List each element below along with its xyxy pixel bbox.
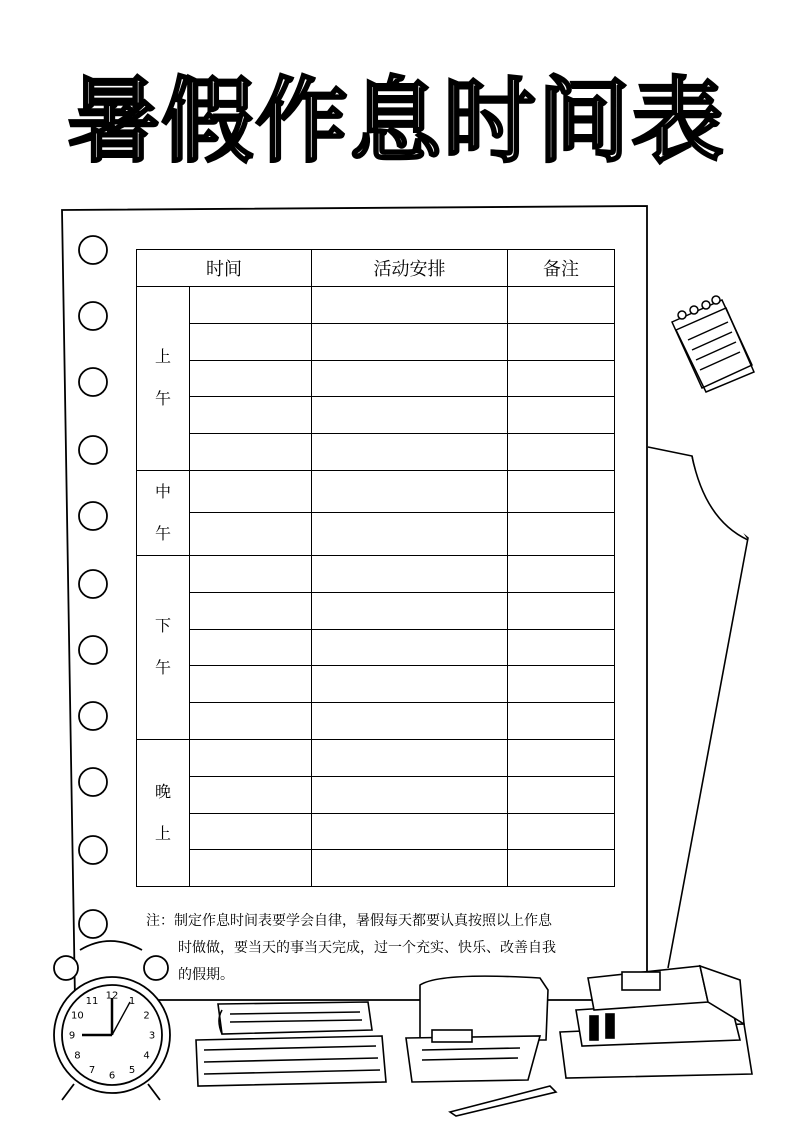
- period-evening: [137, 739, 190, 886]
- note-text: [146, 908, 616, 989]
- clock-numeral: 8: [74, 1050, 81, 1062]
- table-row: [137, 470, 615, 513]
- table-row: [137, 360, 615, 397]
- activity-cell[interactable]: [312, 592, 508, 629]
- table-row: [137, 739, 615, 776]
- time-cell[interactable]: [190, 703, 312, 740]
- table-row: [137, 776, 615, 813]
- remark-cell[interactable]: [508, 739, 615, 776]
- clock-numeral: 3: [148, 1030, 156, 1042]
- activity-cell[interactable]: [312, 287, 508, 324]
- time-cell[interactable]: [190, 360, 312, 397]
- clock-numeral: 11: [85, 995, 99, 1007]
- header-time: 时间: [137, 250, 312, 287]
- time-cell[interactable]: [190, 323, 312, 360]
- remark-cell[interactable]: [508, 776, 615, 813]
- remark-cell[interactable]: [508, 434, 615, 471]
- period-char: 午: [154, 523, 171, 543]
- header-remark: 备注: [508, 250, 615, 287]
- remark-cell[interactable]: [508, 813, 615, 850]
- time-cell[interactable]: [190, 629, 312, 666]
- remark-cell[interactable]: [508, 592, 615, 629]
- period-char: 午: [154, 658, 171, 678]
- activity-cell[interactable]: [312, 555, 508, 592]
- note-lead: 注：: [146, 913, 174, 929]
- page-title: 暑假作息时间表: [67, 68, 726, 175]
- schedule-table: [136, 249, 615, 887]
- activity-cell[interactable]: [312, 666, 508, 703]
- activity-cell[interactable]: [312, 323, 508, 360]
- note-line-3: 的假期。: [178, 967, 234, 983]
- remark-cell[interactable]: [508, 513, 615, 556]
- table-row: [137, 513, 615, 556]
- activity-cell[interactable]: [312, 513, 508, 556]
- time-cell[interactable]: [190, 555, 312, 592]
- time-cell[interactable]: [190, 666, 312, 703]
- books-left-icon: [196, 1002, 386, 1086]
- table-row: [137, 850, 615, 887]
- activity-cell[interactable]: [312, 397, 508, 434]
- period-char: 上: [154, 347, 171, 367]
- time-cell[interactable]: [190, 434, 312, 471]
- table-header-row: [137, 250, 615, 287]
- time-cell[interactable]: [190, 813, 312, 850]
- table-row: [137, 629, 615, 666]
- period-afternoon: [137, 555, 190, 739]
- clock-numeral: 1: [128, 995, 136, 1007]
- time-cell[interactable]: [190, 592, 312, 629]
- pencil-case-icon: [406, 976, 556, 1116]
- time-cell[interactable]: [190, 513, 312, 556]
- remark-cell[interactable]: [508, 323, 615, 360]
- clock-numeral: 10: [71, 1010, 84, 1022]
- time-cell[interactable]: [190, 470, 312, 513]
- remark-cell[interactable]: [508, 850, 615, 887]
- remark-cell[interactable]: [508, 287, 615, 324]
- remark-cell[interactable]: [508, 703, 615, 740]
- remark-cell[interactable]: [508, 397, 615, 434]
- table-row: [137, 323, 615, 360]
- time-cell[interactable]: [190, 287, 312, 324]
- activity-cell[interactable]: [312, 776, 508, 813]
- table-row: [137, 813, 615, 850]
- period-char: 中: [154, 481, 171, 501]
- time-cell[interactable]: [190, 776, 312, 813]
- table-row: [137, 287, 615, 324]
- clock-numeral: 9: [68, 1030, 76, 1042]
- table-row: [137, 555, 615, 592]
- clock-numeral: 4: [143, 1050, 150, 1062]
- activity-cell[interactable]: [312, 703, 508, 740]
- remark-cell[interactable]: [508, 666, 615, 703]
- time-cell[interactable]: [190, 739, 312, 776]
- period-noon: [137, 470, 190, 555]
- table-row: [137, 592, 615, 629]
- notepad-icon: [672, 296, 754, 392]
- activity-cell[interactable]: [312, 629, 508, 666]
- note-line-1: 制定作息时间表要学会自律，暑假每天都要认真按照以上作息: [174, 913, 552, 929]
- period-morning: [137, 287, 190, 471]
- remark-cell[interactable]: [508, 470, 615, 513]
- time-cell[interactable]: [190, 397, 312, 434]
- activity-cell[interactable]: [312, 434, 508, 471]
- activity-cell[interactable]: [312, 360, 508, 397]
- table-row: [137, 703, 615, 740]
- time-cell[interactable]: [190, 850, 312, 887]
- note-line-2: 时做做，要当天的事当天完成，过一个充实、快乐、改善自我: [178, 940, 556, 956]
- remark-cell[interactable]: [508, 629, 615, 666]
- header-activity: 活动安排: [312, 250, 508, 287]
- activity-cell[interactable]: [312, 813, 508, 850]
- clock-numeral: 2: [143, 1010, 150, 1022]
- activity-cell[interactable]: [312, 850, 508, 887]
- clock-numeral: 7: [88, 1065, 96, 1077]
- clock-numeral: 12: [105, 990, 119, 1002]
- period-char: 上: [154, 824, 171, 844]
- period-char: 下: [154, 616, 171, 636]
- remark-cell[interactable]: [508, 555, 615, 592]
- period-char: 午: [154, 389, 171, 409]
- clock-numeral: 5: [128, 1065, 136, 1077]
- activity-cell[interactable]: [312, 739, 508, 776]
- period-char: 晚: [154, 782, 171, 802]
- remark-cell[interactable]: [508, 360, 615, 397]
- activity-cell[interactable]: [312, 470, 508, 513]
- table-row: [137, 666, 615, 703]
- table-row: [137, 434, 615, 471]
- table-row: [137, 397, 615, 434]
- clock-numeral: 6: [108, 1070, 116, 1082]
